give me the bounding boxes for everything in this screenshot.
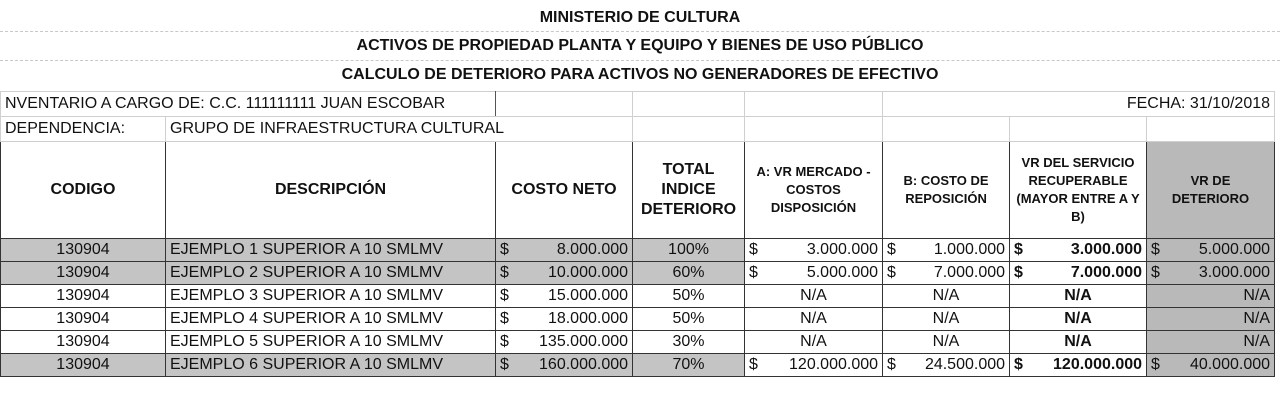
header-vr-servicio: VR DEL SERVICIO RECUPERABLE (MAYOR ENTRE A Y B) xyxy=(1010,142,1147,239)
descripcion-cell: EJEMPLO 5 SUPERIOR A 10 SMLMV xyxy=(166,331,496,354)
currency-symbol: $ xyxy=(500,356,509,373)
amount: 3.000.000 xyxy=(1070,241,1143,258)
costo-neto-cell xyxy=(496,331,633,354)
amount: 160.000.000 xyxy=(539,356,629,373)
amount: 10.000.000 xyxy=(547,264,629,281)
amount: 1.000.000 xyxy=(933,241,1006,258)
amount: 3.000.000 xyxy=(806,241,879,258)
vr-servicio-cell xyxy=(1010,354,1147,377)
table-row xyxy=(1,308,1275,331)
amount: 120.000.000 xyxy=(1053,356,1143,373)
currency-symbol: $ xyxy=(500,333,509,350)
amount: 18.000.000 xyxy=(547,310,629,327)
costo-neto-cell xyxy=(496,239,633,262)
deterioro-cell xyxy=(1147,262,1275,285)
indice-cell: 100% xyxy=(633,239,745,262)
amount: 40.000.000 xyxy=(1189,356,1271,373)
descripcion-cell: EJEMPLO 3 SUPERIOR A 10 SMLMV xyxy=(166,285,496,308)
header-costo-reposicion: B: COSTO DE REPOSICIÓN xyxy=(883,142,1010,239)
table-row xyxy=(1,262,1275,285)
costo-reposicion-cell xyxy=(883,262,1010,285)
costo-neto-cell xyxy=(496,285,633,308)
currency-symbol: $ xyxy=(887,264,896,281)
currency-symbol: $ xyxy=(1151,241,1160,258)
header-total-indice: TOTAL INDICE DETERIORO xyxy=(633,142,745,239)
table-row xyxy=(1,239,1275,262)
inventario-cell: NVENTARIO A CARGO DE: C.C. 111111111 JUAN ESCOBAR xyxy=(1,92,496,117)
descripcion-cell: EJEMPLO 1 SUPERIOR A 10 SMLMV xyxy=(166,239,496,262)
amount: 5.000.000 xyxy=(806,264,879,281)
currency-symbol: $ xyxy=(500,241,509,258)
currency-symbol: $ xyxy=(1151,356,1160,373)
table-row xyxy=(1,354,1275,377)
currency-symbol: $ xyxy=(749,241,758,258)
costo-neto-cell xyxy=(496,262,633,285)
vr-servicio-cell: N/A xyxy=(1010,308,1147,331)
amount: 7.000.000 xyxy=(933,264,1006,281)
vr-mercado-cell xyxy=(745,354,883,377)
vr-mercado-cell: N/A xyxy=(745,285,883,308)
currency-symbol: $ xyxy=(500,310,509,327)
costo-reposicion-cell: N/A xyxy=(883,331,1010,354)
indice-cell: 70% xyxy=(633,354,745,377)
currency-symbol: $ xyxy=(500,264,509,281)
codigo-cell: 130904 xyxy=(1,331,166,354)
vr-servicio-cell xyxy=(1010,239,1147,262)
amount: 120.000.000 xyxy=(789,356,879,373)
deterioro-cell: N/A xyxy=(1147,285,1275,308)
currency-symbol: $ xyxy=(1151,264,1160,281)
header-costo-neto: COSTO NETO xyxy=(496,142,633,239)
dependencia-row xyxy=(1,117,1275,142)
title-activos: ACTIVOS DE PROPIEDAD PLANTA Y EQUIPO Y BIENES DE USO PÚBLICO xyxy=(356,37,924,54)
fecha-cell: FECHA: 31/10/2018 xyxy=(883,92,1275,117)
currency-symbol: $ xyxy=(749,356,758,373)
currency-symbol: $ xyxy=(1014,264,1023,281)
table-row xyxy=(1,285,1275,308)
vr-servicio-cell: N/A xyxy=(1010,285,1147,308)
costo-reposicion-cell: N/A xyxy=(883,308,1010,331)
amount: 3.000.000 xyxy=(1198,264,1271,281)
title-ministerio: MINISTERIO DE CULTURA xyxy=(539,9,741,26)
currency-symbol: $ xyxy=(1014,356,1023,373)
costo-reposicion-cell xyxy=(883,239,1010,262)
descripcion-cell: EJEMPLO 4 SUPERIOR A 10 SMLMV xyxy=(166,308,496,331)
deterioro-cell: N/A xyxy=(1147,308,1275,331)
header-vr-mercado: A: VR MERCADO - COSTOS DISPOSICIÓN xyxy=(745,142,883,239)
currency-symbol: $ xyxy=(887,241,896,258)
descripcion-cell: EJEMPLO 2 SUPERIOR A 10 SMLMV xyxy=(166,262,496,285)
vr-mercado-cell xyxy=(745,262,883,285)
costo-reposicion-cell xyxy=(883,354,1010,377)
costo-reposicion-cell: N/A xyxy=(883,285,1010,308)
dependencia-value: GRUPO DE INFRAESTRUCTURA CULTURAL xyxy=(166,117,633,142)
deterioro-cell: N/A xyxy=(1147,331,1275,354)
codigo-cell: 130904 xyxy=(1,308,166,331)
amount: 15.000.000 xyxy=(547,287,629,304)
divider xyxy=(0,60,1280,61)
vr-mercado-cell xyxy=(745,239,883,262)
indice-cell: 60% xyxy=(633,262,745,285)
indice-cell: 30% xyxy=(633,331,745,354)
currency-symbol: $ xyxy=(749,264,758,281)
vr-servicio-cell: N/A xyxy=(1010,331,1147,354)
vr-mercado-cell: N/A xyxy=(745,308,883,331)
currency-symbol: $ xyxy=(887,356,896,373)
deterioro-table xyxy=(0,91,1275,377)
vr-mercado-cell: N/A xyxy=(745,331,883,354)
codigo-cell: 130904 xyxy=(1,262,166,285)
amount: 7.000.000 xyxy=(1070,264,1143,281)
codigo-cell: 130904 xyxy=(1,239,166,262)
header-vr-deterioro: VR DE DETERIORO xyxy=(1147,142,1275,239)
amount: 135.000.000 xyxy=(539,333,629,350)
codigo-cell: 130904 xyxy=(1,285,166,308)
indice-cell: 50% xyxy=(633,308,745,331)
header-descripcion: DESCRIPCIÓN xyxy=(166,142,496,239)
column-header-row xyxy=(1,142,1275,239)
currency-symbol: $ xyxy=(500,287,509,304)
amount: 24.500.000 xyxy=(924,356,1006,373)
title-calculo: CALCULO DE DETERIORO PARA ACTIVOS NO GENERADORES DE EFECTIVO xyxy=(341,66,939,83)
inventario-row xyxy=(1,92,1275,117)
costo-neto-cell xyxy=(496,354,633,377)
amount: 8.000.000 xyxy=(556,241,629,258)
dependencia-label: DEPENDENCIA: xyxy=(1,117,166,142)
costo-neto-cell xyxy=(496,308,633,331)
indice-cell: 50% xyxy=(633,285,745,308)
table-body xyxy=(1,239,1275,377)
currency-symbol: $ xyxy=(1014,241,1023,258)
vr-servicio-cell xyxy=(1010,262,1147,285)
divider xyxy=(0,31,1280,32)
deterioro-cell xyxy=(1147,354,1275,377)
amount: 5.000.000 xyxy=(1198,241,1271,258)
codigo-cell: 130904 xyxy=(1,354,166,377)
deterioro-cell xyxy=(1147,239,1275,262)
descripcion-cell: EJEMPLO 6 SUPERIOR A 10 SMLMV xyxy=(166,354,496,377)
table-row xyxy=(1,331,1275,354)
header-codigo: CODIGO xyxy=(1,142,166,239)
